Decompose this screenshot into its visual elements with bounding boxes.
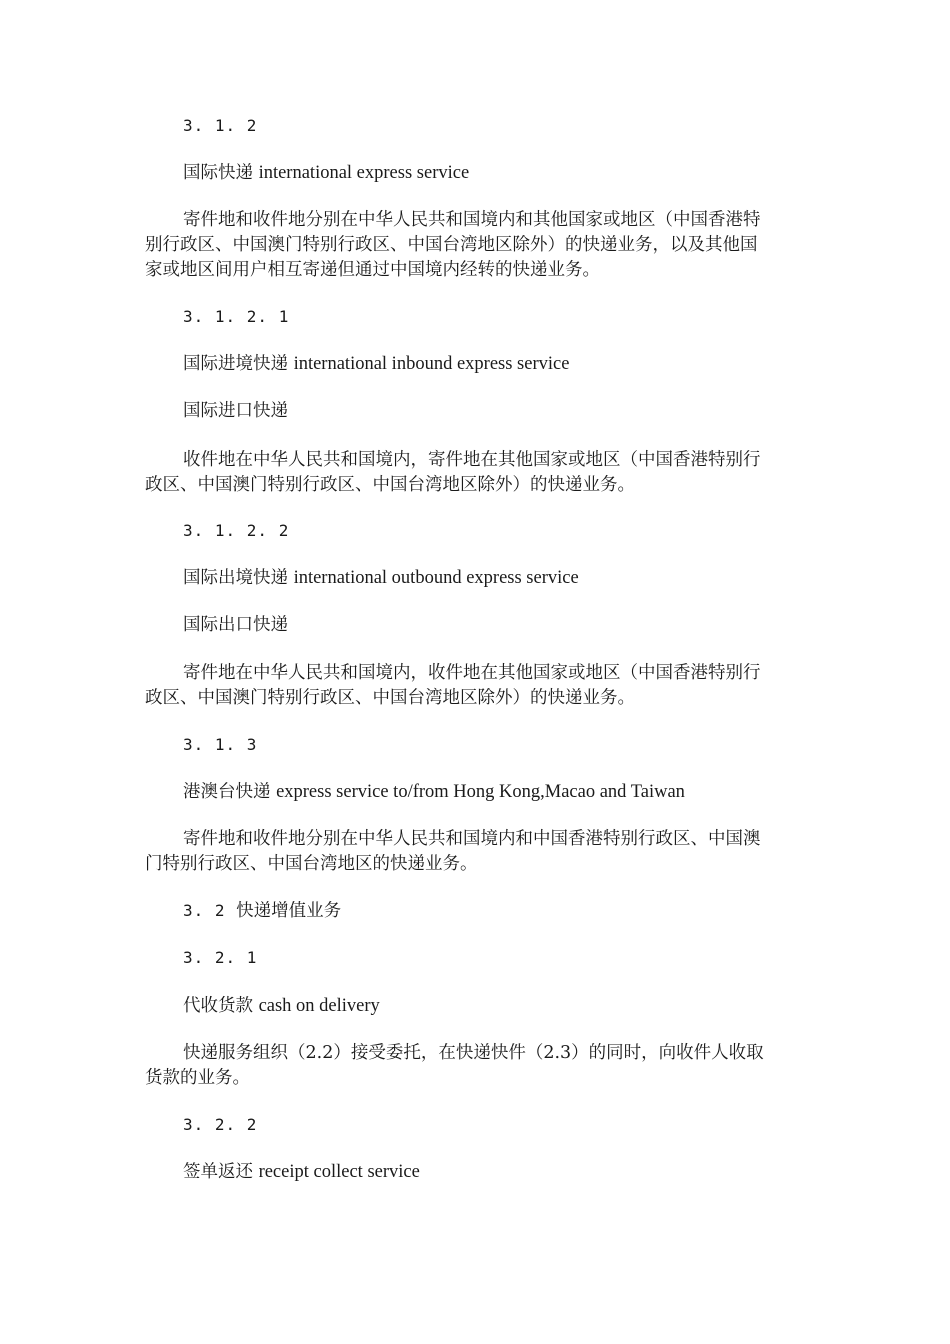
section-number: 3. 2 (183, 901, 237, 920)
term-heading-international-outbound (145, 566, 810, 590)
term-alias: 国际进口快递 (183, 401, 288, 421)
term-english: international express service (258, 163, 470, 183)
definition-line: 寄件地和收件地分别在中华人民共和国境内和中国香港特别行政区、中国澳 (183, 829, 761, 849)
term-heading-receipt-collect (145, 1160, 810, 1184)
definition-line: 货款的业务。 (145, 1068, 250, 1088)
definition-line: 收件地在中华人民共和国境内，寄件地在其他国家或地区（中国香港特别行 (183, 450, 761, 470)
term-english: cash on delivery (258, 996, 380, 1016)
term-heading-international-inbound (145, 352, 810, 376)
term-chinese: 港澳台快递 (183, 782, 277, 802)
term-heading-hk-macao-taiwan (145, 780, 810, 804)
term-chinese: 国际出境快递 (183, 568, 294, 588)
section-number-3-1-2-1: 3. 1. 2. 1 (183, 307, 290, 326)
definition-line: 家或地区间用户相互寄递但通过中国境内经转的快递业务。 (145, 260, 600, 280)
definition-line: 别行政区、中国澳门特别行政区、中国台湾地区除外）的快递业务，以及其他国 (145, 235, 758, 255)
section-number-3-1-2: 3. 1. 2 (183, 116, 258, 135)
definition-line: 寄件地在中华人民共和国境内，收件地在其他国家或地区（中国香港特别行 (183, 663, 761, 683)
term-heading-international-express (145, 161, 810, 185)
definition-line: 快递服务组织（2.2）接受委托，在快递快件（2.3）的同时，向收件人收取 (183, 1043, 764, 1063)
term-english: receipt collect service (258, 1162, 420, 1182)
definition-line: 寄件地和收件地分别在中华人民共和国境内和其他国家或地区（中国香港特 (183, 210, 761, 230)
section-number-3-2-2: 3. 2. 2 (183, 1115, 258, 1134)
term-chinese: 代收货款 (183, 996, 259, 1016)
term-chinese: 国际快递 (183, 163, 259, 183)
term-english: international outbound express service (293, 568, 579, 588)
term-chinese: 签单返还 (183, 1162, 259, 1182)
definition-line: 政区、中国澳门特别行政区、中国台湾地区除外）的快递业务。 (145, 475, 635, 495)
definition-line: 政区、中国澳门特别行政区、中国台湾地区除外）的快递业务。 (145, 688, 635, 708)
term-heading-cash-on-delivery (145, 994, 810, 1018)
term-chinese: 国际进境快递 (183, 354, 294, 374)
term-english: express service to/from Hong Kong,Macao and Taiwan (276, 782, 685, 802)
section-heading-3-2 (145, 899, 810, 923)
definition-line: 门特别行政区、中国台湾地区的快递业务。 (145, 854, 478, 874)
term-english: international inbound express service (293, 354, 570, 374)
section-number-3-1-2-2: 3. 1. 2. 2 (183, 521, 290, 540)
term-alias: 国际出口快递 (183, 615, 288, 635)
section-title: 快递增值业务 (236, 901, 342, 921)
section-number-3-2-1: 3. 2. 1 (183, 948, 258, 967)
section-number-3-1-3: 3. 1. 3 (183, 735, 258, 754)
